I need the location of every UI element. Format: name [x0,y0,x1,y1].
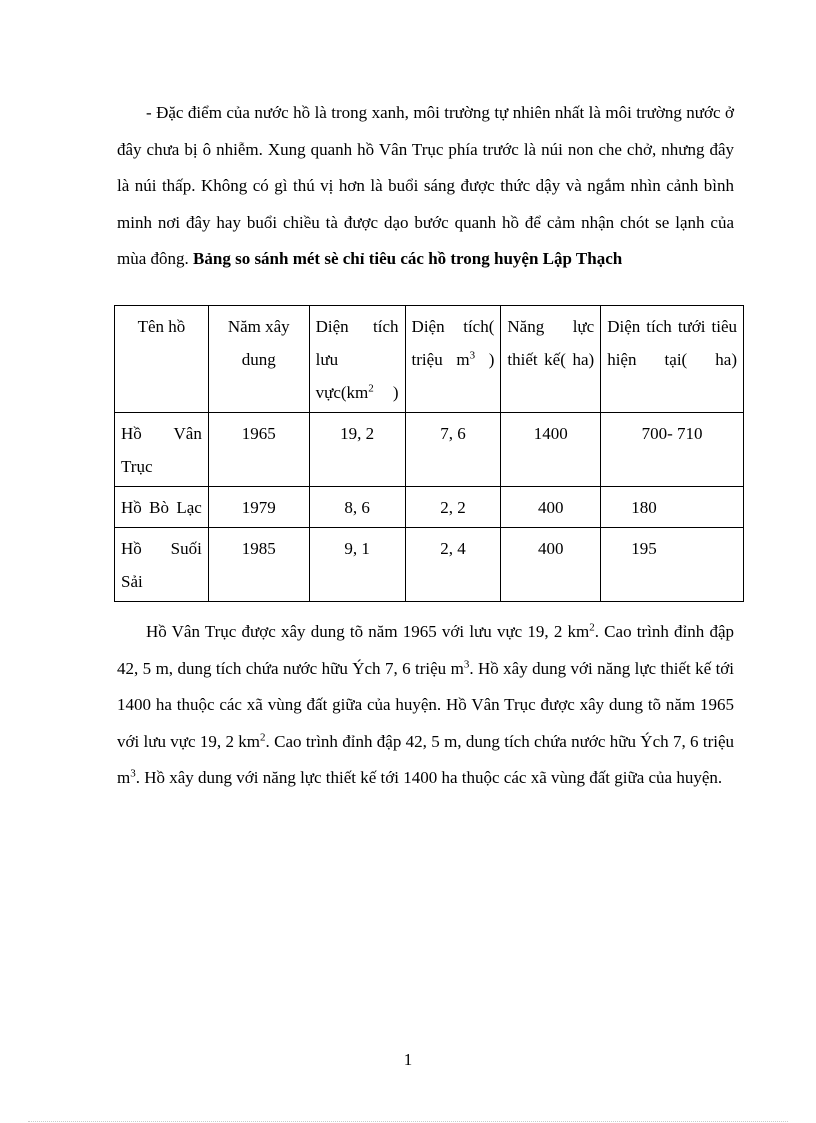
cell-year: 1965 [208,413,309,487]
cell-design: 400 [501,487,601,528]
cell-capacity: 2, 4 [405,528,501,602]
cell-irrigation: 180 [601,487,744,528]
lakes-comparison-table [114,305,744,602]
intro-paragraph [117,95,734,278]
header-lake-name: Tên hồ [115,306,209,413]
cell-capacity: 2, 2 [405,487,501,528]
table-row [115,487,744,528]
header-capacity: Diện tích( triệu $m^3$ ) [405,306,501,413]
cell-year: 1979 [208,487,309,528]
cell-irrigation: 195 [601,528,744,602]
intro-text: - Đặc điểm của nước hồ là trong xanh, môi trường tự nhiên nhất là môi trường nước ở đây chưa bị ô nhiễm. Xung quanh hồ Vân Trục phía trước là núi non che chở, nhưng đây là núi thấp. Không có gì thú vị hơn là buổi sáng được thức dậy và ngắm nhìn cảnh bình minh nơi đây hay buổi chiều tà được dạo bước quanh hồ để cảm nhận chót se lạnh của mùa đông. [117,103,734,268]
header-design: Năng lực thiết kế( ha) [501,306,601,413]
page-number: 1 [403,1050,413,1069]
cell-lake-name: Hồ Bò Lạc [115,487,209,528]
cell-basin: 9, 1 [309,528,405,602]
header-basin: Diện tích lưu $vực(km^2$ ) [309,306,405,413]
table-header-row [115,306,744,413]
cell-year: 1985 [208,528,309,602]
page-bottom-divider [28,1121,788,1122]
cell-lake-name: Hồ Vân Trục [115,413,209,487]
cell-basin: 19, 2 [309,413,405,487]
table-heading: Bảng so sánh mét sè chỉ tiêu các hồ trong huyện Lập Thạch [193,249,623,268]
cell-irrigation: 700- 710 [601,413,744,487]
cell-design: 1400 [501,413,601,487]
cell-lake-name: Hồ Suối Sải [115,528,209,602]
cell-basin: 8, 6 [309,487,405,528]
table-row [115,528,744,602]
header-year: Năm xây dung [208,306,309,413]
header-irrigation: Diện tích tưới tiêu hiện tại( ha) [601,306,744,413]
cell-design: 400 [501,528,601,602]
body-paragraph: Hồ Vân Trục được xây dung tõ năm 1965 với lưu vực 19, 2 $km^2$. Cao trình đỉnh đập 42, 5 m, dung tích chứa nước hữu Ých 7, 6 triệu $m^3$. Hồ xây dung với năng lực thiết kế tới 1400 ha thuộc các xã vùng đất giữa của huyện. Hồ Vân Trục được xây dung tõ năm 1965 với lưu vực 19, 2 $km^2$. Cao trình đỉnh đập 42, 5 m, dung tích chứa nước hữu Ých 7, 6 triệu $m^3$. Hồ xây dung với năng lực thiết kế tới 1400 ha thuộc các xã vùng đất giữa của huyện. [117,621,735,787]
cell-capacity: 7, 6 [405,413,501,487]
table-row [115,413,744,487]
